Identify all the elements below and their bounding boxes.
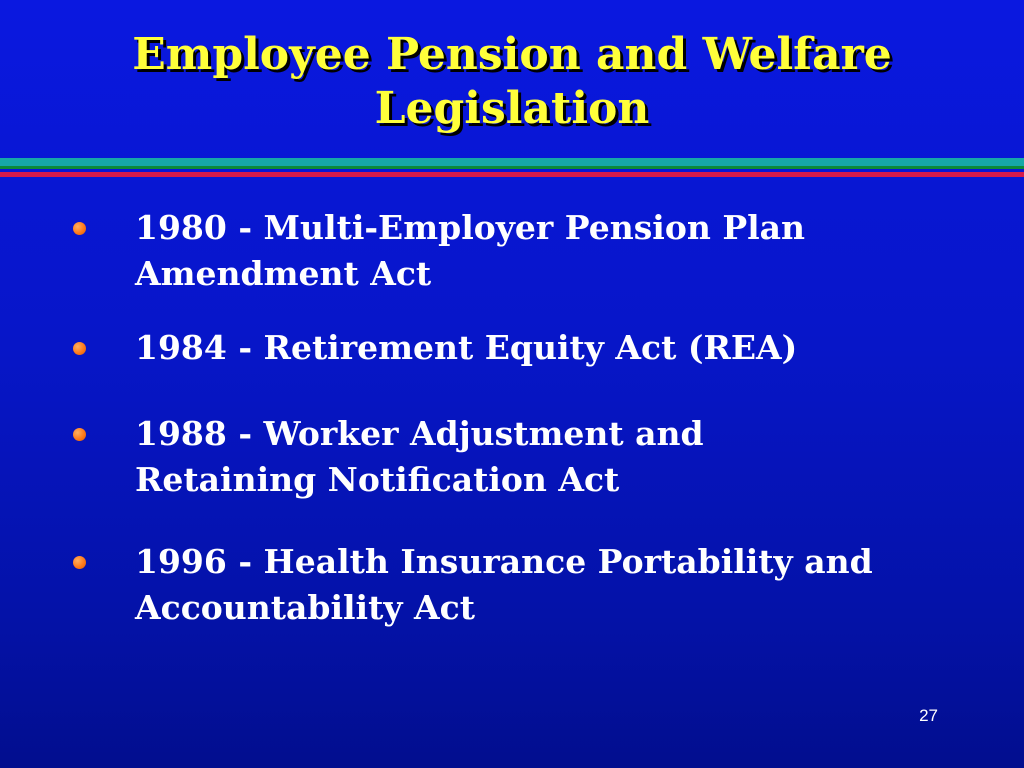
bullet-dot-icon <box>73 428 86 441</box>
bullet-text <box>135 325 995 371</box>
bullet-line: 1988 - Worker Adjustment and <box>135 414 704 453</box>
bullet-line: 1996 - Health Insurance Portability and <box>135 542 873 581</box>
bullet-line: 1984 - Retirement Equity Act (REA) <box>135 328 798 367</box>
bullet-line: Retaining Notification Act <box>135 460 620 499</box>
bullet-text <box>135 205 995 297</box>
slide-title-line: Legislation <box>374 83 650 134</box>
bullet-dot-icon <box>73 222 86 235</box>
bullet-dot-icon <box>73 556 86 569</box>
bullet-text <box>135 539 995 631</box>
page-number: 27 <box>919 706 938 725</box>
bullet-line: Accountability Act <box>135 588 475 627</box>
bullet-text <box>135 411 995 503</box>
bullet-line: 1980 - Multi-Employer Pension Plan <box>135 208 806 247</box>
slide-title-line: Employee Pension and Welfare <box>132 29 892 80</box>
bullet-dot-icon <box>73 342 86 355</box>
bullet-line: Amendment Act <box>135 254 432 293</box>
